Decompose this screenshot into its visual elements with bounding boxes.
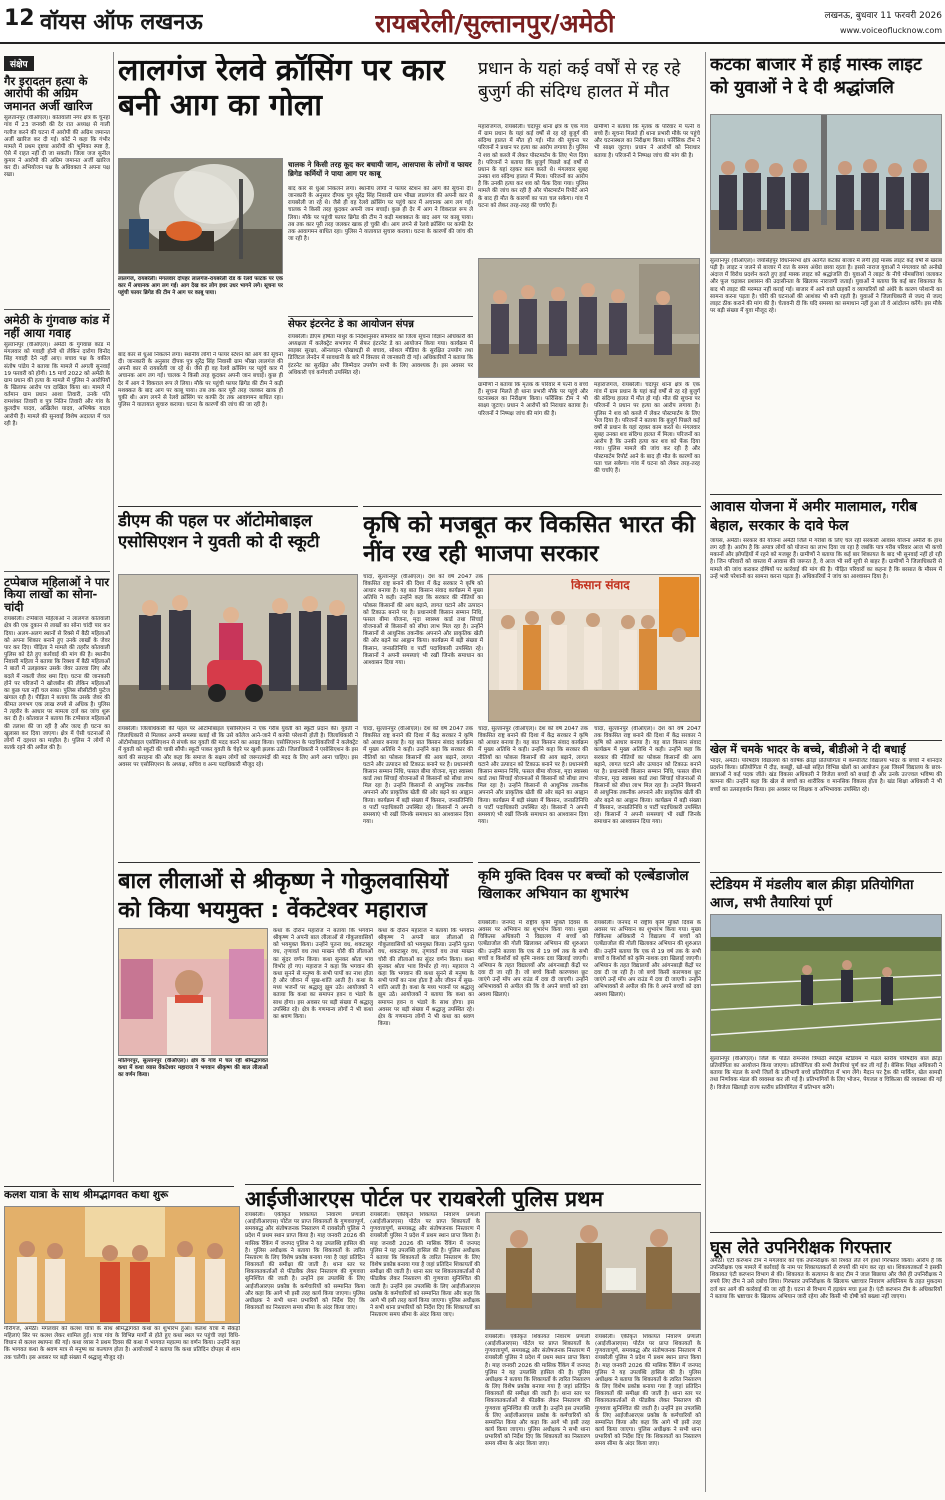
khel-body: भादर, अमेठी। परिषदीय विद्यालयों की वार्षिक क्रीड़ा प्रतियोगिता में कम्पोजिट विद्यालय भादर के बच्चों ने शानदार प्रदर्शन किया। प्रतियोगिता में दौड़, कबड्डी, खो-खो सहित विभिन्न खेलों का आयोजन हुआ जिसमें विद्यालय के छात्र-छात्राओं ने कई पदक जीते। खंड विकास अधिकारी ने विजेता बच्चों को बधाई दी और उनके उज्ज्वल भविष्य की कामना की। उन्होंने कहा कि खेल से बच्चों का शारीरिक व मानसिक विकास होता है। खंड शिक्षा अधिकारी ने भी बच्चों का उत्साहवर्धन किया। इस अवसर पर शिक्षक व अभिभावक उपस्थित रहे। [710, 758, 942, 793]
stadium-headline: स्टेडियम में मंडलीय बाल क्रीड़ा प्रतियोगिता आज, सभी तैयारियां पूर्ण [710, 872, 942, 912]
kalash-body: गौरीगंज, अमेठी। मंगलवार को कलश यात्रा के साथ श्रीमद्भागवत कथा का शुभारंभ हुआ। कलश यात्रा में सैकड़ों महिलाएं सिर पर कलश लेकर शामिल हुईं। यात्रा गांव के विभिन्न मार्गों से होते हुए कथा स्थल पर पहुंची जहां विधि-विधान से कलश स्थापना की गई। कथा व्यास ने प्रथम दिवस की कथा में भागवत महात्म्य का वर्णन किया। उन्होंने कहा कि भागवत कथा के श्रवण मात्र से मनुष्य का कल्याण होता है। आयोजकों ने बताया कि कथा प्रतिदिन दोपहर से शाम तक चलेगी। इस अवसर पर बड़ी संख्या में श्रद्धालु मौजूद रहे। [4, 1326, 240, 1361]
high-mast-headline: कटका बाजार में हाई मास्क लाइट को युवाओं ने दे दी श्रद्धांजलि [710, 55, 922, 98]
rail-fire-body-cont: बाद कार से धुआं निकलने लगा। स्थानीय लोगों ने फायर स्टेशन को आग की सूचना दी। जानकारी के अनुसार दीपक पुत्र सुरेंद्र सिंह निवासी ग्राम भीखा लालगंज की अपनी कार से रायबरेली जा रहे थे। जैसे ही वह रेलवे क्रॉसिंग पर पहुंचे कार में अचानक आग लग गई। चालक ने किसी तरह कूदकर अपनी जान बचाई। कुछ ही देर में आग ने विकराल रूप ले लिया। मौके पर पहुंची फायर ब्रिगेड की टीम ने कड़ी मशक्कत के बाद आग पर काबू पाया। तब तक कार पूरी तरह जलकर खाक हो चुकी थी। आग लगने से रेलवे क्रॉसिंग पर काफी देर तक आवागमन बाधित रहा। पुलिस ने यातायात सुचारु कराया। घटना के कारणों की जांच की जा रही है। [118, 352, 283, 409]
rail-fire-headline: लालगंज रेलवे क्रॉसिंग पर कार बनी आग का गोला [118, 54, 445, 123]
scooty-handover-photo [118, 574, 358, 722]
katha-vyas-photo [118, 928, 268, 1056]
igrs-body-4: रायबरेली। एकीकृत शिकायत निवारण प्रणाली (आईजीआरएस) पोर्टल पर प्राप्त शिकायतों के गुणवत्तापूर्ण, समयबद्ध और संतोषजनक निस्तारण में रायबरेली पुलिस ने प्रदेश में प्रथम स्थान प्राप्त किया है। माह जनवरी 2026 की मासिक रैंकिंग में जनपद पुलिस ने यह उपलब्धि हासिल की है। पुलिस अधीक्षक ने बताया कि शिकायतों के त्वरित निस्तारण के लिए विशेष प्रकोष्ठ बनाया गया है जहां प्रतिदिन शिकायतों की समीक्षा की जाती है। थाना स्तर पर शिकायतकर्ताओं से फीडबैक लेकर निस्तारण की गुणवत्ता सुनिश्चित की जाती है। उन्होंने इस उपलब्धि के लिए आईजीआरएस प्रकोष्ठ के कर्मचारियों को सम्मानित किया और कहा कि आगे भी इसी तरह कार्य किया जाएगा। पुलिस अधीक्षक ने सभी थाना प्रभारियों को निर्देश दिए कि शिकायतों का निस्तारण समय सीमा के अंदर किया जाए। [595, 1334, 701, 1448]
pradhan-death-body-col1b: ग्रामीणों ने बताया कि मृतक के परिवार में पत्नी व बच्चे हैं। सूचना मिलते ही थाना प्रभारी मौके पर पहुंचे और घटनास्थल का निरीक्षण किया। फॉरेंसिक टीम ने भी साक्ष्य जुटाए। प्रधान ने आरोपों को निराधार बताया है। परिजनों ने निष्पक्ष जांच की मांग की है। [478, 382, 588, 417]
bribe-headline: घूस लेते उपनिरीक्षक गिरफ्तार [710, 1232, 942, 1259]
krishi-body-cont-2: चांदा, सुल्तानपुर (वीऑएल)। देश को वर्ष 2047 तक विकसित राष्ट्र बनाने की दिशा में केंद्र सरकार ने कृषि को आधार बनाया है। यह बात किसान संवाद कार्यक्रम में मुख्य अतिथि ने कही। उन्होंने कहा कि सरकार की नीतियों का फोकस किसानों की आय बढ़ाने, लागत घटाने और उत्पादन को टिकाऊ बनाने पर है। प्रधानमंत्री किसान सम्मान निधि, फसल बीमा योजना, मृदा स्वास्थ्य कार्ड तथा सिंचाई योजनाओं से किसानों को सीधा लाभ मिल रहा है। उन्होंने किसानों से आधुनिक तकनीक अपनाने और प्राकृतिक खेती की ओर बढ़ने का आह्वान किया। कार्यक्रम में बड़ी संख्या में किसान, जनप्रतिनिधि व पार्टी पदाधिकारी उपस्थित रहे। किसानों ने अपनी समस्याएं भी रखीं जिनके समाधान का आश्वासन दिया गया। [478, 726, 588, 826]
krishi-body-cont-1: चांदा, सुल्तानपुर (वीऑएल)। देश को वर्ष 2047 तक विकसित राष्ट्र बनाने की दिशा में केंद्र सरकार ने कृषि को आधार बनाया है। यह बात किसान संवाद कार्यक्रम में मुख्य अतिथि ने कही। उन्होंने कहा कि सरकार की नीतियों का फोकस किसानों की आय बढ़ाने, लागत घटाने और उत्पादन को टिकाऊ बनाने पर है। प्रधानमंत्री किसान सम्मान निधि, फसल बीमा योजना, मृदा स्वास्थ्य कार्ड तथा सिंचाई योजनाओं से किसानों को सीधा लाभ मिल रहा है। उन्होंने किसानों से आधुनिक तकनीक अपनाने और प्राकृतिक खेती की ओर बढ़ने का आह्वान किया। कार्यक्रम में बड़ी संख्या में किसान, जनप्रतिनिधि व पार्टी पदाधिकारी उपस्थित रहे। किसानों ने अपनी समस्याएं भी रखीं जिनके समाधान का आश्वासन दिया गया। [363, 726, 473, 826]
issue-date: लखनऊ, बुधवार 11 फरवरी 2026 [824, 11, 942, 21]
masthead [0, 0, 945, 44]
brief-2-headline: अमेठी के गुंगवाछ कांड में नहीं आया गवाह [4, 313, 110, 340]
pradhan-death-body-col2b: महाराजगंज, रायबरेली। चंदापुर थाना क्षेत्र के एक गांव में ग्राम प्रधान के यहां कई वर्षों से रह रहे बुजुर्ग की संदिग्ध हालत में मौत हो गई। मौत की सूचना पर परिजनों ने प्रधान पर हत्या का आरोप लगाया है। पुलिस ने शव को कब्जे में लेकर पोस्टमार्टम के लिए भेज दिया है। परिजनों ने बताया कि बुजुर्ग पिछले कई वर्षों से प्रधान के यहां रहकर काम करते थे। मंगलवार सुबह उनका शव संदिग्ध हालत में मिला। परिजनों का आरोप है कि उनकी हत्या कर शव को फेंक दिया गया। पुलिस मामले की जांच कर रही है और पोस्टमार्टम रिपोर्ट आने के बाद ही मौत के कारणों का पता चल सकेगा। गांव में घटना को लेकर तरह-तरह की चर्चाएं हैं। [594, 382, 700, 474]
high-mast-body: सुल्तानपुर (वीऑएल)। जयसिंहपुर विधानसभा क्षेत्र अंतर्गत कटका बाजार में लगी हाई मास्क लाइट कई वर्षों से खराब पड़ी है। लाइट न जलने से बाजार में रात के समय अंधेरा छाया रहता है। इससे नाराज युवाओं ने मंगलवार को अनोखे अंदाज में विरोध प्रदर्शन करते हुए हाई मास्क लाइट को श्रद्धांजलि दी। युवाओं ने लाइट के नीचे मोमबत्तियां जलाकर और फूल चढ़ाकर प्रशासन की उदासीनता के खिलाफ नाराजगी जताई। युवाओं ने बताया कि कई बार शिकायत के बाद भी लाइट की मरम्मत नहीं कराई गई। बाजार में आने वाले ग्राहकों व व्यापारियों को अंधेरे के कारण परेशानी का सामना करना पड़ता है। चोरी की घटनाओं की आशंका भी बनी रहती है। युवाओं ने जिलाधिकारी से जल्द से जल्द लाइट ठीक कराने की मांग की है। चेतावनी दी कि यदि समस्या का समाधान नहीं हुआ तो वे आंदोलन करेंगे। इस मौके पर बड़ी संख्या में युवा मौजूद रहे। [710, 258, 942, 315]
igrs-body-3: रायबरेली। एकीकृत शिकायत निवारण प्रणाली (आईजीआरएस) पोर्टल पर प्राप्त शिकायतों के गुणवत्तापूर्ण, समयबद्ध और संतोषजनक निस्तारण में रायबरेली पुलिस ने प्रदेश में प्रथम स्थान प्राप्त किया है। माह जनवरी 2026 की मासिक रैंकिंग में जनपद पुलिस ने यह उपलब्धि हासिल की है। पुलिस अधीक्षक ने बताया कि शिकायतों के त्वरित निस्तारण के लिए विशेष प्रकोष्ठ बनाया गया है जहां प्रतिदिन शिकायतों की समीक्षा की जाती है। थाना स्तर पर शिकायतकर्ताओं से फीडबैक लेकर निस्तारण की गुणवत्ता सुनिश्चित की जाती है। उन्होंने इस उपलब्धि के लिए आईजीआरएस प्रकोष्ठ के कर्मचारियों को सम्मानित किया और कहा कि आगे भी इसी तरह कार्य किया जाएगा। पुलिस अधीक्षक ने सभी थाना प्रभारियों को निर्देश दिए कि शिकायतों का निस्तारण समय सीमा के अंदर किया जाए। [485, 1334, 590, 1448]
website: www.voiceoflucknow.com [839, 26, 942, 35]
brief-1-body: सुलतानपुर (वीऑएल)। कोतवाली नगर क्षेत्र के चुनहां गांव में 23 जनवरी की देर रात अध्यक्ष से गाली गलौज करने की घटना में आरोपी की अग्रिम जमानत अर्जी खारिज कर दी गई। कोर्ट ने कहा कि गंभीर मामले में प्रथम दृष्टया आरोपी की भूमिका स्पष्ट है, ऐसे में राहत नहीं दी जा सकती। जिला जज सुनील कुमार ने आरोपी की अग्रिम जमानत अर्जी खारिज कर दी। अभियोजन पक्ष के अधिवक्ता ने अपना पक्ष रखा। [4, 115, 110, 179]
brief-3-headline: टप्पेबाज महिलाओं ने पार किया लाखों का सोना-चांदी [4, 575, 110, 614]
bal-leela-headline: बाल लीलाओं से श्रीकृष्ण ने गोकुलवासियों को किया भयमुक्त : वेंकटेश्वर महाराज [118, 862, 473, 925]
car-fire-photo [118, 158, 283, 274]
igrs-body-1: रायबरेली। एकीकृत शिकायत निवारण प्रणाली (आईजीआरएस) पोर्टल पर प्राप्त शिकायतों के गुणवत्तापूर्ण, समयबद्ध और संतोषजनक निस्तारण में रायबरेली पुलिस ने प्रदेश में प्रथम स्थान प्राप्त किया है। माह जनवरी 2026 की मासिक रैंकिंग में जनपद पुलिस ने यह उपलब्धि हासिल की है। पुलिस अधीक्षक ने बताया कि शिकायतों के त्वरित निस्तारण के लिए विशेष प्रकोष्ठ बनाया गया है जहां प्रतिदिन शिकायतों की समीक्षा की जाती है। थाना स्तर पर शिकायतकर्ताओं से फीडबैक लेकर निस्तारण की गुणवत्ता सुनिश्चित की जाती है। उन्होंने इस उपलब्धि के लिए आईजीआरएस प्रकोष्ठ के कर्मचारियों को सम्मानित किया और कहा कि आगे भी इसी तरह कार्य किया जाएगा। पुलिस अधीक्षक ने सभी थाना प्रभारियों को निर्देश दिए कि शिकायतों का निस्तारण समय सीमा के अंदर किया जाए। [245, 1212, 365, 1312]
krishi-body-cont-3: चांदा, सुल्तानपुर (वीऑएल)। देश को वर्ष 2047 तक विकसित राष्ट्र बनाने की दिशा में केंद्र सरकार ने कृषि को आधार बनाया है। यह बात किसान संवाद कार्यक्रम में मुख्य अतिथि ने कही। उन्होंने कहा कि सरकार की नीतियों का फोकस किसानों की आय बढ़ाने, लागत घटाने और उत्पादन को टिकाऊ बनाने पर है। प्रधानमंत्री किसान सम्मान निधि, फसल बीमा योजना, मृदा स्वास्थ्य कार्ड तथा सिंचाई योजनाओं से किसानों को सीधा लाभ मिल रहा है। उन्होंने किसानों से आधुनिक तकनीक अपनाने और प्राकृतिक खेती की ओर बढ़ने का आह्वान किया। कार्यक्रम में बड़ी संख्या में किसान, जनप्रतिनिधि व पार्टी पदाधिकारी उपस्थित रहे। किसानों ने अपनी समस्याएं भी रखीं जिनके समाधान का आश्वासन दिया गया। [594, 726, 701, 826]
villagers-photo [478, 258, 700, 378]
awas-headline: आवास योजना में अमीर मालामाल, गरीब बेहाल, सरकार के दावे फेल [710, 494, 942, 536]
albendazole-body-2: रायबरेली। जनपद में राष्ट्रीय कृमि मुक्ति दिवस के अवसर पर अभियान का शुभारंभ किया गया। मुख्य चिकित्सा अधिकारी ने विद्यालय में बच्चों को एल्बेंडाजोल की गोली खिलाकर अभियान की शुरुआत की। उन्होंने बताया कि एक से 19 वर्ष तक के सभी बच्चों व किशोरों को कृमि नाशक दवा खिलाई जाएगी। अभियान के तहत विद्यालयों और आंगनबाड़ी केंद्रों पर दवा दी जा रही है। जो बच्चे किसी कारणवश छूट जाएंगे उन्हें मॉप अप राउंड में दवा दी जाएगी। उन्होंने अभिभावकों से अपील की कि वे अपने बच्चों को दवा अवश्य खिलाएं। [594, 920, 701, 998]
bal-leela-body-1: कथा के दौरान महाराज ने बताया कि भगवान श्रीकृष्ण ने अपनी बाल लीलाओं से गोकुलवासियों को भयमुक्त किया। उन्होंने पूतना वध, शकटासुर वध, तृणावर्त वध तथा माखन चोरी की लीलाओं का सुंदर वर्णन किया। कथा सुनकर श्रोता भाव विभोर हो गए। महाराज ने कहा कि भगवान की कथा सुनने से मनुष्य के सभी पापों का नाश होता है और जीवन में सुख-शांति आती है। कथा के मध्य भजनों पर श्रद्धालु झूम उठे। आयोजकों ने बताया कि कथा का समापन हवन व भंडारे के साथ होगा। इस अवसर पर बड़ी संख्या में श्रद्धालु उपस्थित रहे। क्षेत्र के गणमान्य लोगों ने भी कथा का श्रवण किया। [273, 928, 373, 1020]
scooty-headline: डीएम की पहल पर ऑटोमोबाइल एसोसिएशन ने युवती को दी स्कूटी [118, 506, 358, 552]
krishi-body: चांदा, सुल्तानपुर (वीऑएल)। देश को वर्ष 2047 तक विकसित राष्ट्र बनाने की दिशा में केंद्र सरकार ने कृषि को आधार बनाया है। यह बात किसान संवाद कार्यक्रम में मुख्य अतिथि ने कही। उन्होंने कहा कि सरकार की नीतियों का फोकस किसानों की आय बढ़ाने, लागत घटाने और उत्पादन को टिकाऊ बनाने पर है। प्रधानमंत्री किसान सम्मान निधि, फसल बीमा योजना, मृदा स्वास्थ्य कार्ड तथा सिंचाई योजनाओं से किसानों को सीधा लाभ मिल रहा है। उन्होंने किसानों से आधुनिक तकनीक अपनाने और प्राकृतिक खेती की ओर बढ़ने का आह्वान किया। कार्यक्रम में बड़ी संख्या में किसान, जनप्रतिनिधि व पार्टी पदाधिकारी उपस्थित रहे। किसानों ने अपनी समस्याएं भी रखीं जिनके समाधान का आश्वासन दिया गया। [363, 574, 483, 666]
brief-1-headline: गैर इरादतन हत्या के आरोपी की अग्रिम जमानत अर्जी खारिज [4, 74, 93, 113]
rail-fire-body: बाद कार से धुआं निकलने लगा। स्थानीय लोगों ने फायर स्टेशन को आग की सूचना दी। जानकारी के अनुसार दीपक पुत्र सुरेंद्र सिंह निवासी ग्राम भीखा लालगंज की अपनी कार से रायबरेली जा रहे थे। जैसे ही वह रेलवे क्रॉसिंग पर पहुंचे कार में अचानक आग लग गई। चालक ने किसी तरह कूदकर अपनी जान बचाई। कुछ ही देर में आग ने विकराल रूप ले लिया। मौके पर पहुंची फायर ब्रिगेड की टीम ने कड़ी मशक्कत के बाद आग पर काबू पाया। तब तक कार पूरी तरह जलकर खाक हो चुकी थी। आग लगने से रेलवे क्रॉसिंग पर काफी देर तक आवागमन बाधित रहा। पुलिस ने यातायात सुचारु कराया। घटना के कारणों की जांच की जा रही है। [288, 186, 473, 243]
pradhan-death-body-col1: महाराजगंज, रायबरेली। चंदापुर थाना क्षेत्र के एक गांव में ग्राम प्रधान के यहां कई वर्षों से रह रहे बुजुर्ग की संदिग्ध हालत में मौत हो गई। मौत की सूचना पर परिजनों ने प्रधान पर हत्या का आरोप लगाया है। पुलिस ने शव को कब्जे में लेकर पोस्टमार्टम के लिए भेज दिया है। परिजनों ने बताया कि बुजुर्ग पिछले कई वर्षों से प्रधान के यहां रहकर काम करते थे। मंगलवार सुबह उनका शव संदिग्ध हालत में मिला। परिजनों का आरोप है कि उनकी हत्या कर शव को फेंक दिया गया। पुलिस मामले की जांच कर रही है और पोस्टमार्टम रिपोर्ट आने के बाद ही मौत के कारणों का पता चल सकेगा। गांव में घटना को लेकर तरह-तरह की चर्चाएं हैं। [478, 124, 588, 209]
kalash-yatra-photo [4, 1206, 240, 1324]
stadium-body: सुल्तानपुर (वीऑएल)। जिले के पंडित रामनरेश त्रिपाठी स्पोर्ट्स स्टेडियम में मंडल स्तरीय परिषदीय बाल क्रीड़ा प्रतियोगिता का आयोजन किया जाएगा। प्रतियोगिता की सभी तैयारियां पूर्ण कर ली गई हैं। बेसिक शिक्षा अधिकारी ने बताया कि मंडल के सभी जिलों के प्रतिभागी बच्चे प्रतियोगिता में भाग लेंगे। मैदान पर ट्रैक की मार्किंग, खेल सामग्री तथा निर्णायक मंडल की व्यवस्था कर ली गई है। प्रतिभागियों के लिए भोजन, पेयजल व चिकित्सा की व्यवस्था की गई है। विजेता खिलाड़ी राज्य स्तरीय प्रतियोगिता में प्रतिभाग करेंगे। [710, 1056, 942, 1091]
albendazole-headline: कृमि मुक्ति दिवस पर बच्चों को एल्बेंडाजोल खिलाकर अभियान का शुभारंभ [478, 862, 700, 903]
scooty-body: रायबरेली। जिलाधिकारी की पहल पर ऑटोमोबाइल एसोसिएशन ने एक गरीब युवती को स्कूटी प्रदान की। युवती ने जिलाधिकारी से मिलकर अपनी समस्या बताई थी कि उसे कॉलेज आने-जाने में काफी परेशानी होती है। जिलाधिकारी ने ऑटोमोबाइल एसोसिएशन से संपर्क कर युवती की मदद करने का आग्रह किया। एसोसिएशन के पदाधिकारियों ने कलेक्ट्रेट में युवती को स्कूटी की चाबी सौंपी। स्कूटी पाकर युवती के चेहरे पर खुशी झलक उठी। जिलाधिकारी ने एसोसिएशन के इस कार्य की सराहना की और कहा कि समाज के सक्षम लोगों को जरूरतमंदों की मदद के लिए आगे आना चाहिए। इस अवसर पर एसोसिएशन के अध्यक्ष, सचिव व अन्य पदाधिकारी मौजूद रहे। [118, 726, 358, 768]
krishi-headline: कृषि को मजबूत कर विकसित भारत की नींव रख रही भाजपा सरकार [363, 506, 701, 570]
stadium-ground-photo [710, 914, 942, 1052]
awas-body: जायस, अमेठी। सरकार की योजना अमेठी जिले में गरीबों के लिए चल रही सरकारी आवास योजना अमीरों के हाथ लग रही है। आरोप है कि अपात्र लोगों को योजना का लाभ दिया जा रहा है जबकि पात्र गरीब परिवार आज भी कच्चे मकानों और झोपड़ियों में रहने को मजबूर हैं। ग्रामीणों ने बताया कि कई बार शिकायत के बाद भी सुनवाई नहीं हो रही है। जिन परिवारों को वास्तव में आवास की जरूरत है, वे आज भी सर्वे सूची से बाहर हैं। ग्रामीणों ने जिलाधिकारी से मामले की जांच कराकर दोषियों पर कार्रवाई की मांग की है। पीड़ित परिवारों का कहना है कि बरसात के मौसम में उन्हें भारी परेशानी का सामना करना पड़ता है। अधिकारियों ने जांच का आश्वासन दिया है। [710, 538, 942, 580]
kisan-samvad-photo [488, 574, 701, 722]
high-mast-protest-photo [710, 114, 942, 254]
section-title: रायबरेली/सुल्तानपुर/अमेठी [375, 9, 615, 38]
brief-column [4, 52, 110, 1182]
kisan-samvad-banner: किसान संवाद [571, 579, 630, 592]
safer-internet-body: रायबरेली। डीएम हर्षिता माथुर के निर्देशानुसार सोमवार को जिला सूचना विज्ञान अधिकारी की अध्यक्षता में कलेक्ट्रेट सभागार में सेफर इंटरनेट डे का आयोजन किया गया। कार्यक्रम में साइबर सुरक्षा, ऑनलाइन धोखाधड़ी से बचाव, सोशल मीडिया के सुरक्षित उपयोग तथा डिजिटल लेनदेन में सावधानी के बारे में विस्तार से जानकारी दी गई। अधिकारियों ने बताया कि इंटरनेट का सुरक्षित और जिम्मेदार उपयोग सभी के लिए आवश्यक है। इस अवसर पर अधिकारी एवं कर्मचारी उपस्थित रहे। [288, 334, 473, 376]
paper-name: वॉयस ऑफ लखनऊ [40, 10, 203, 35]
brief-2-body: सुल्तानपुर (वीऑएल)। अमेठी के गुंगवाछ कांड में मंगलवार को गवाही होनी थी लेकिन दारोगा विनोद सिंह गवाही देने नहीं आए। बचाव पक्ष के वकील संतोष पांडेय ने बताया कि मामले में अगली सुनवाई 19 फरवरी को होगी। 15 मार्च 2022 को अमेठी के ग्राम प्रधान की हत्या के मामले में पुलिस ने आरोपियों के खिलाफ आरोप पत्र दाखिल किया था। मामले में वर्तमान ग्राम प्रधान आशा तिवारी, उनके पति रामशंकर तिवारी व पुत्र नितिन तिवारी और गांव के कुलदीप यादव, अखिलेश यादव, अभिषेक यादव आरोपी हैं। मामले की सुनवाई विशेष अदालत में चल रही है। [4, 342, 110, 427]
bribe-body: अमेठी। एंटी करप्शन टीम ने मंगलवार को एक उपनिरीक्षक को रिश्वत लेते रंगे हाथों गिरफ्तार किया। आरोप है कि उपनिरीक्षक एक मामले में कार्रवाई के नाम पर शिकायतकर्ता से रुपयों की मांग कर रहा था। शिकायतकर्ता ने इसकी शिकायत एंटी करप्शन विभाग से की। शिकायत के सत्यापन के बाद टीम ने जाल बिछाया और जैसे ही उपनिरीक्षक ने रुपये लिए टीम ने उसे दबोच लिया। गिरफ्तार उपनिरीक्षक के खिलाफ भ्रष्टाचार निवारण अधिनियम के तहत मुकदमा दर्ज कर आगे की कार्रवाई की जा रही है। घटना से विभाग में हड़कंप मचा हुआ है। एंटी करप्शन टीम के अधिकारियों ने बताया कि भ्रष्टाचार के खिलाफ अभियान जारी रहेगा और किसी भी दोषी को बख्शा नहीं जाएगा। [710, 1258, 942, 1300]
brief-3-body: रायबरेली। टप्पेबाज महिलाओं ने लालगंज कोतवाली क्षेत्र की एक दुकान से लाखों का सोना चांदी पार कर दिया। अलग-अलग स्थानों से रिक्से में बैठी महिलाओं को अपना शिकार बनाने हुए उनके लाखों के जेवर पार कर दिए। पीड़िता ने मामले की तहरीर कोतवाली पुलिस को देते हुए कार्रवाई की मांग की है। स्थानीय निवासी महिला ने बताया कि रिक्शा में बैठी महिलाओं ने बातों में उलझाकर उसके जेवर उतरवा लिए और बदले में नकली जेवर थमा दिए। घटना की जानकारी होने पर परिजनों ने खोजबीन की लेकिन महिलाओं का कुछ पता नहीं चल सका। पुलिस सीसीटीवी फुटेज खंगाल रही है। पीड़िता ने बताया कि उसके जेवर की कीमत लगभग एक लाख रुपये से अधिक है। पुलिस ने तहरीर के आधार पर मामला दर्ज कर जांच शुरू कर दी है। कोतवाल ने बताया कि टप्पेबाज महिलाओं की तलाश की जा रही है और जल्द ही घटना का खुलासा कर दिया जाएगा। क्षेत्र में ऐसी घटनाओं से लोगों में दहशत का माहौल है। पुलिस ने लोगों से सतर्क रहने की अपील की है। [4, 616, 110, 752]
rail-fire-caption: लालगंज, रायबरेली। मंगलवार दोपहर लालगंज-रायबरेली रोड के रेलवे फाटक पर एक कार में अचानक आग लग गई। आग देख कर लोग इधर उधर भागने लगे। सूचना पर पहुंची फायर ब्रिगेड की टीम ने आग पर काबू पाया। [118, 276, 283, 296]
police-award-photo [485, 1212, 701, 1330]
khel-headline: खेल में चमके भादर के बच्चे, बीडीओ ने दी बधाई [710, 740, 942, 756]
pradhan-death-headline: प्रधान के यहां कई वर्षों से रह रहे बुजुर्ग की संदिग्ध हालत में मौत [478, 59, 681, 102]
page-number: 12 [4, 6, 35, 31]
kalash-headline: कलश यात्रा के साथ श्रीमद्भागवत कथा शुरू [4, 1186, 234, 1201]
igrs-headline: आईजीआरएस पोर्टल पर रायबरेली पुलिस प्रथम [245, 1184, 701, 1211]
rail-fire-subhead: चालक ने किसी तरह कूद कर बचायी जान, आसपास के लोगों व फायर ब्रिगेड कर्मियों ने पाया आग पर काबू [288, 160, 472, 179]
bal-leela-caption: मोतिगरपुर, सुल्तानपुर (वीऑएल)। क्षेत्र के गांव में चल रही श्रीमद्भागवत कथा में कथा व्यास वेंकटेश्वर महाराज ने भगवान श्रीकृष्ण की बाल लीलाओं का वर्णन किया। [118, 1058, 268, 1078]
albendazole-body-1: रायबरेली। जनपद में राष्ट्रीय कृमि मुक्ति दिवस के अवसर पर अभियान का शुभारंभ किया गया। मुख्य चिकित्सा अधिकारी ने विद्यालय में बच्चों को एल्बेंडाजोल की गोली खिलाकर अभियान की शुरुआत की। उन्होंने बताया कि एक से 19 वर्ष तक के सभी बच्चों व किशोरों को कृमि नाशक दवा खिलाई जाएगी। अभियान के तहत विद्यालयों और आंगनबाड़ी केंद्रों पर दवा दी जा रही है। जो बच्चे किसी कारणवश छूट जाएंगे उन्हें मॉप अप राउंड में दवा दी जाएगी। उन्होंने अभिभावकों से अपील की कि वे अपने बच्चों को दवा अवश्य खिलाएं। [478, 920, 588, 998]
bal-leela-body-2: कथा के दौरान महाराज ने बताया कि भगवान श्रीकृष्ण ने अपनी बाल लीलाओं से गोकुलवासियों को भयमुक्त किया। उन्होंने पूतना वध, शकटासुर वध, तृणावर्त वध तथा माखन चोरी की लीलाओं का सुंदर वर्णन किया। कथा सुनकर श्रोता भाव विभोर हो गए। महाराज ने कहा कि भगवान की कथा सुनने से मनुष्य के सभी पापों का नाश होता है और जीवन में सुख-शांति आती है। कथा के मध्य भजनों पर श्रद्धालु झूम उठे। आयोजकों ने बताया कि कथा का समापन हवन व भंडारे के साथ होगा। इस अवसर पर बड़ी संख्या में श्रद्धालु उपस्थित रहे। क्षेत्र के गणमान्य लोगों ने भी कथा का श्रवण किया। [378, 928, 474, 1028]
safer-internet-headline: सेफर इंटरनेट डे का आयोजन संपन्न [288, 316, 473, 331]
igrs-body-2: रायबरेली। एकीकृत शिकायत निवारण प्रणाली (आईजीआरएस) पोर्टल पर प्राप्त शिकायतों के गुणवत्तापूर्ण, समयबद्ध और संतोषजनक निस्तारण में रायबरेली पुलिस ने प्रदेश में प्रथम स्थान प्राप्त किया है। माह जनवरी 2026 की मासिक रैंकिंग में जनपद पुलिस ने यह उपलब्धि हासिल की है। पुलिस अधीक्षक ने बताया कि शिकायतों के त्वरित निस्तारण के लिए विशेष प्रकोष्ठ बनाया गया है जहां प्रतिदिन शिकायतों की समीक्षा की जाती है। थाना स्तर पर शिकायतकर्ताओं से फीडबैक लेकर निस्तारण की गुणवत्ता सुनिश्चित की जाती है। उन्होंने इस उपलब्धि के लिए आईजीआरएस प्रकोष्ठ के कर्मचारियों को सम्मानित किया और कहा कि आगे भी इसी तरह कार्य किया जाएगा। पुलिस अधीक्षक ने सभी थाना प्रभारियों को निर्देश दिए कि शिकायतों का निस्तारण समय सीमा के अंदर किया जाए। [370, 1212, 480, 1319]
pradhan-death-body-col2: ग्रामीणों ने बताया कि मृतक के परिवार में पत्नी व बच्चे हैं। सूचना मिलते ही थाना प्रभारी मौके पर पहुंचे और घटनास्थल का निरीक्षण किया। फॉरेंसिक टीम ने भी साक्ष्य जुटाए। प्रधान ने आरोपों को निराधार बताया है। परिजनों ने निष्पक्ष जांच की मांग की है। [594, 124, 700, 159]
brief-label: संक्षेप [4, 56, 34, 71]
